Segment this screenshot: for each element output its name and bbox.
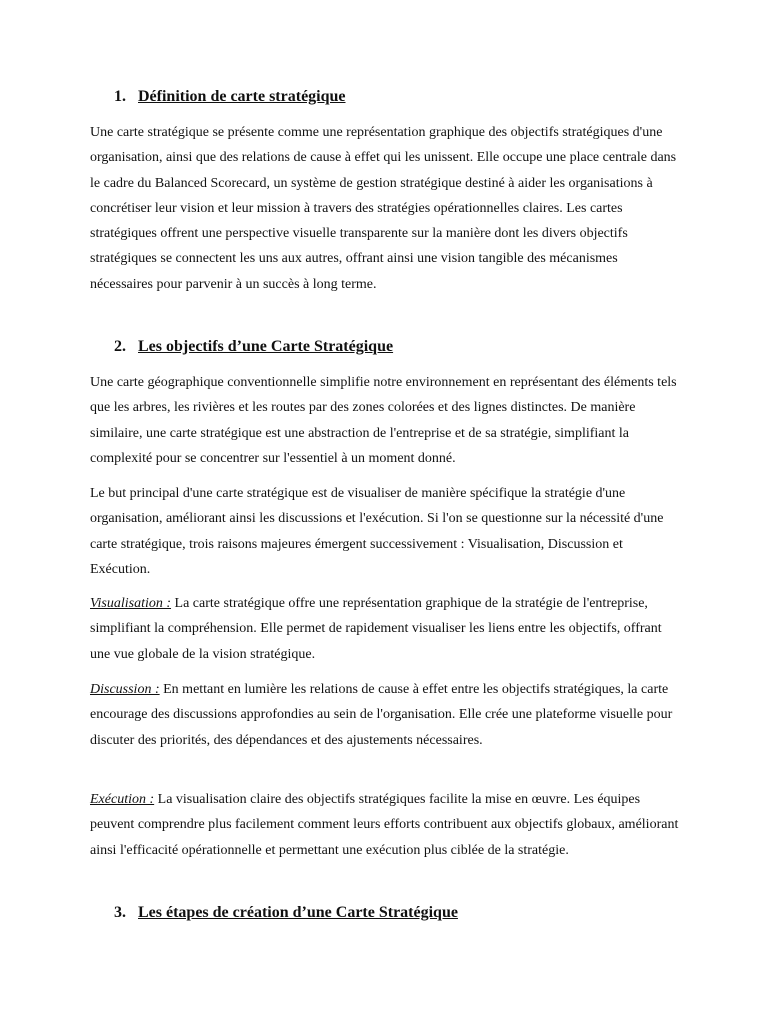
section-3-heading [114,903,458,923]
section-1-number: 1. [114,88,126,105]
section-1-heading [114,87,346,107]
discussion-item [90,677,682,753]
visualisation-item [90,591,682,667]
discussion-term: Discussion : [90,682,160,697]
execution-term: Exécution : [90,792,155,807]
discussion-text: En mettant en lumière les relations de cause à effet entre les objectifs stratégiques, la carte encourage des discussions approfondies au sein de l'organisation. Elle crée une plateforme visuelle pour discuter des priorités, des dépendances et des ajustements nécessaires. [90,682,673,748]
execution-text: La visualisation claire des objectifs stratégiques facilite la mise en œuvre. Les équipes peuvent comprendre plus facilement comment leurs efforts contribuent aux objectifs globaux, améliorant ainsi l'efficacité opérationnelle et permettant une exécution plus ciblée de la stratégie. [90,792,679,858]
section-2-number: 2. [114,338,126,355]
section-2-paragraph-2: Le but principal d'une carte stratégique est de visualiser de manière spécifique la stratégie d'une organisation, améliorant ainsi les discussions et l'exécution. Si l'on se questionne sur la nécessité d'une carte stratégique, trois raisons majeures émergent successivement : Visualisation, Discussion et Exécution. [90,486,664,577]
visualisation-term: Visualisation : [90,596,172,611]
section-3-number: 3. [114,904,126,921]
section-1-title: Définition de carte stratégique [138,88,346,105]
section-2-paragraph-1: Une carte géographique conventionnelle simplifie notre environnement en représentant des éléments tels que les arbres, les rivières et les routes par des zones colorées et des lignes distinctes. De manière similaire, une carte stratégique est une abstraction de l'entreprise et de sa stratégie, simplifiant la complexité pour se concentrer sur l'essentiel à un moment donné. [90,375,677,466]
execution-item [90,787,682,863]
section-2-heading [114,337,393,357]
visualisation-text: La carte stratégique offre une représentation graphique de la stratégie de l'entreprise, simplifiant la compréhension. Elle permet de rapidement visualiser les liens entre les objectifs, offrant une vue globale de la vision stratégique. [90,596,662,662]
section-2-title: Les objectifs d’une Carte Stratégique [138,338,394,355]
section-3-title: Les étapes de création d’une Carte Stratégique [138,904,458,921]
section-1-paragraph-1: Une carte stratégique se présente comme une représentation graphique des objectifs stratégiques d'une organisation, ainsi que des relations de cause à effet qui les unissent. Elle occupe une place centrale dans le cadre du Balanced Scorecard, un système de gestion stratégique destiné à aider les organisations à concrétiser leur vision et leur mission à travers des stratégies opérationnelles claires. Les cartes stratégiques offrent une perspective visuelle transparente sur la manière dont les divers objectifs stratégiques se connectent les uns aux autres, offrant ainsi une vision tangible des mécanismes nécessaires pour parvenir à un succès à long terme. [90,125,677,292]
